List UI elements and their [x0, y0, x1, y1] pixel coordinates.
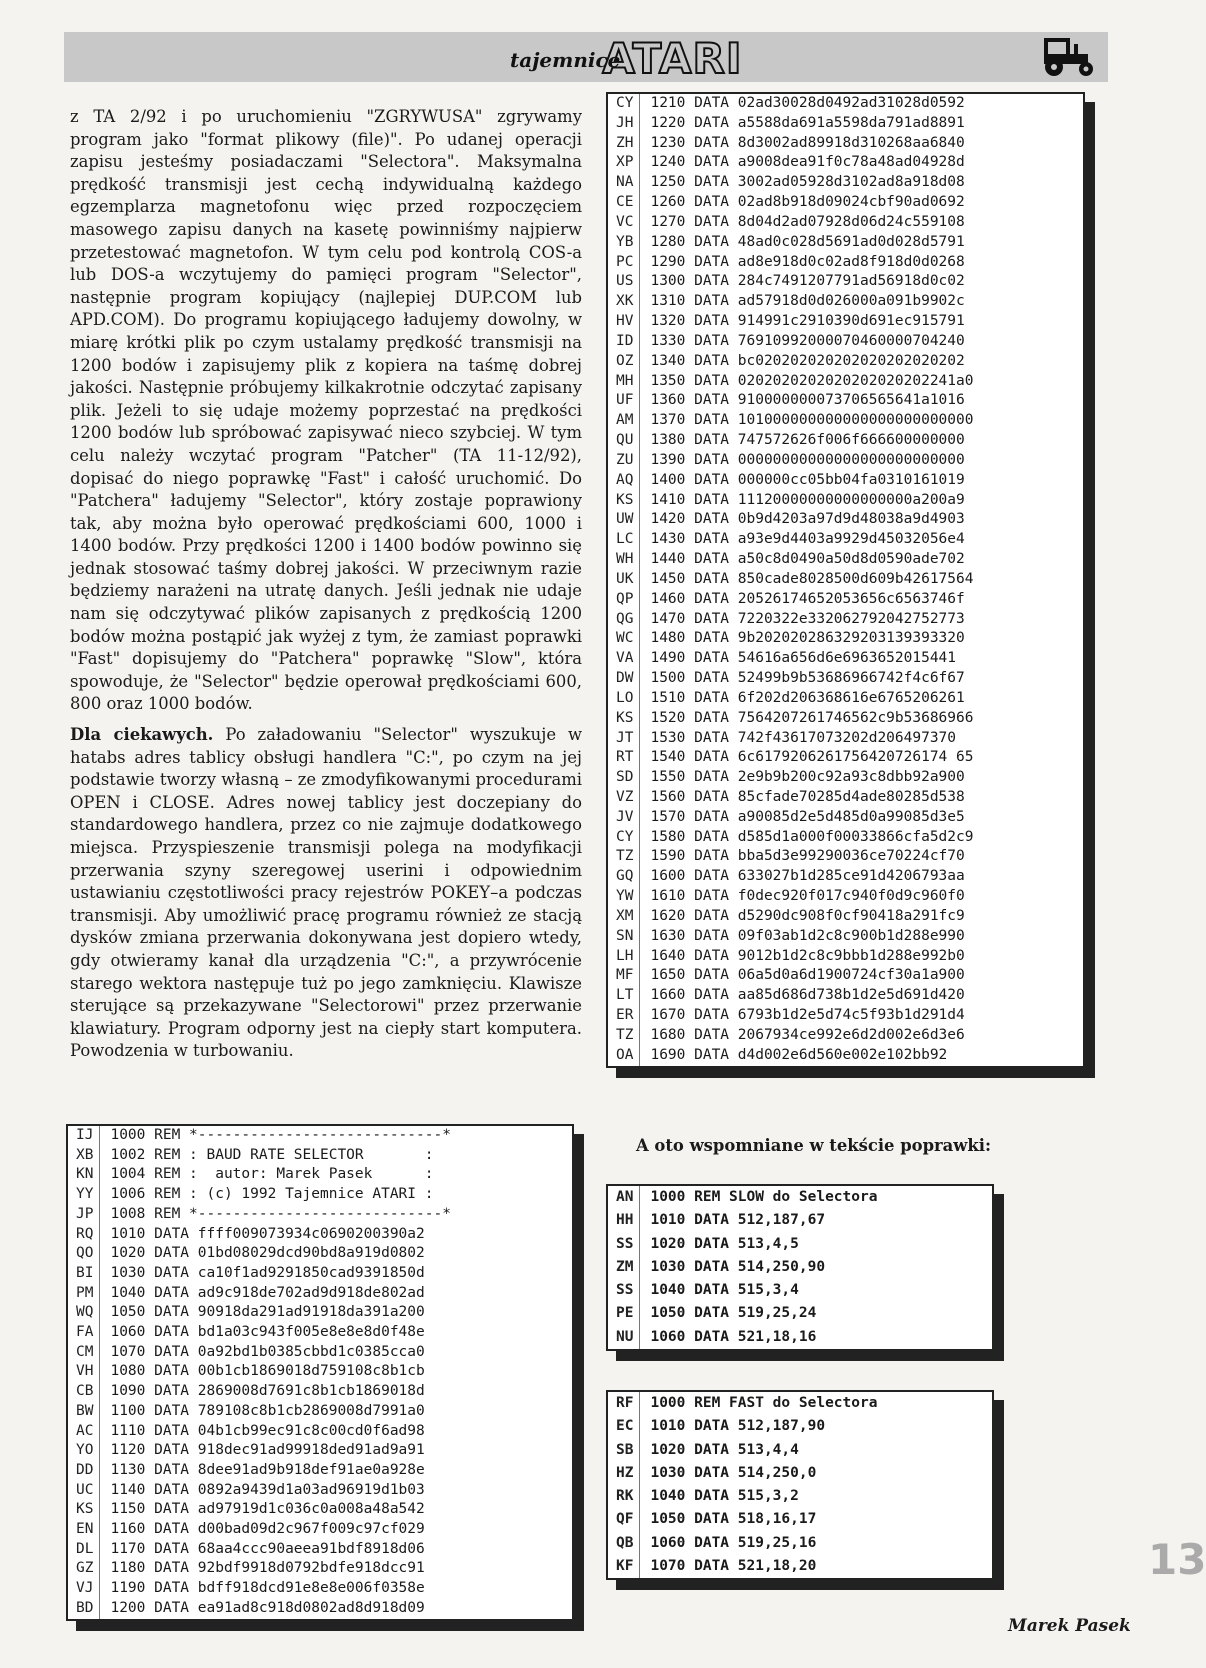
listing-line: [68, 1422, 459, 1442]
checksum-code: GZ: [68, 1559, 100, 1579]
checksum-code: CM: [68, 1343, 100, 1363]
checksum-code: YB: [608, 233, 640, 253]
checksum-code: EN: [68, 1520, 100, 1540]
code-line: 1420 DATA 0b9d4203a97d9d48038a9d4903: [650, 511, 965, 528]
checksum-code: JT: [608, 729, 640, 749]
listing-line: [608, 1233, 885, 1256]
checksum-code: WQ: [68, 1303, 100, 1323]
code-line: 1370 DATA 101000000000000000000000000: [650, 412, 974, 429]
code-line: 1050 DATA 90918da291ad91918da391a200: [110, 1304, 425, 1321]
code-line: 1200 DATA ea91ad8c918d0802ad8d918d09: [110, 1599, 425, 1616]
code-line: 1260 DATA 02ad8b918d09024cbf90ad0692: [650, 194, 965, 211]
code-line: 1510 DATA 6f202d206368616e6765206261: [650, 689, 965, 706]
checksum-code: RT: [608, 748, 640, 768]
code-line: 1430 DATA a93e9d4403a9929d45032056e4: [650, 531, 965, 548]
listing-line: [608, 1186, 885, 1209]
checksum-code: BI: [68, 1264, 100, 1284]
paragraph-lead: Dla ciekawych.: [70, 725, 214, 745]
code-line: 1390 DATA 00000000000000000000000000: [650, 451, 965, 468]
listing-line: [608, 590, 981, 610]
code-line: 1300 DATA 284c7491207791ad56918d0c02: [650, 273, 965, 290]
code-line: 1040 DATA 515,3,4: [650, 1282, 799, 1299]
checksum-code: VA: [608, 649, 640, 669]
code-line: 1280 DATA 48ad0c028d5691ad0d028d5791: [650, 233, 965, 250]
checksum-code: CY: [608, 828, 640, 848]
code-line: 1270 DATA 8d04d2ad07928d06d24c559108: [650, 213, 965, 230]
code-line: 1630 DATA 09f03ab1d2c8c900b1d288e990: [650, 927, 965, 944]
checksum-code: AQ: [608, 471, 640, 491]
listing-line: [608, 431, 981, 451]
code-line: 1030 DATA 514,250,0: [650, 1464, 817, 1481]
checksum-code: VC: [608, 213, 640, 233]
checksum-code: QP: [608, 590, 640, 610]
listing-line: [608, 689, 981, 709]
listing-slow-patch: [606, 1184, 994, 1351]
checksum-code: DW: [608, 669, 640, 689]
code-line: 1210 DATA 02ad30028d0492ad31028d0592: [650, 95, 965, 111]
checksum-code: PE: [608, 1302, 640, 1325]
checksum-code: VH: [68, 1362, 100, 1382]
code-line: 1050 DATA 519,25,24: [650, 1305, 817, 1322]
checksum-code: ZU: [608, 451, 640, 471]
checksum-code: DL: [68, 1540, 100, 1560]
listing-line: [608, 1415, 885, 1438]
listing-line: [68, 1303, 459, 1323]
listing-line: [608, 1392, 885, 1415]
checksum-code: MF: [608, 966, 640, 986]
listing-line: [608, 570, 981, 590]
listing-line: [68, 1264, 459, 1284]
listing-line: [608, 510, 981, 530]
checksum-code: OA: [608, 1046, 640, 1066]
code-line: 1690 DATA d4d002e6d560e002e102bb92: [650, 1046, 948, 1063]
logo-small-text: tajemnice: [510, 48, 621, 72]
listing-line: [608, 372, 981, 392]
checksum-code: RF: [608, 1392, 640, 1415]
code-line: 1460 DATA 20526174652053656c6563746f: [650, 590, 965, 607]
checksum-code: UF: [608, 391, 640, 411]
checksum-code: SD: [608, 768, 640, 788]
listing-line: [608, 808, 981, 828]
checksum-code: ZM: [608, 1256, 640, 1279]
checksum-code: SB: [608, 1439, 640, 1462]
code-line: 1220 DATA a5588da691a5598da791ad8891: [650, 114, 965, 131]
listing-line: [608, 669, 981, 689]
listing-line: [608, 768, 981, 788]
code-line: 1040 DATA 515,3,2: [650, 1488, 799, 1505]
code-line: 1170 DATA 68aa4ccc90aeea91bdf8918d06: [110, 1540, 425, 1557]
listing-line: [608, 1532, 885, 1555]
listing-line: [608, 907, 981, 927]
listing-line: [608, 332, 981, 352]
listing-line: [608, 1555, 885, 1578]
listing-line: [608, 1326, 885, 1349]
code-line: 1150 DATA ad97919d1c036c0a008a48a542: [110, 1501, 425, 1518]
listing-line: [608, 867, 981, 887]
listing-line: [68, 1441, 459, 1461]
listing-line: [68, 1481, 459, 1501]
checksum-code: YO: [68, 1441, 100, 1461]
listing-line: [608, 1209, 885, 1232]
code-line: 1010 DATA 512,187,90: [650, 1418, 826, 1435]
listing-line: [68, 1362, 459, 1382]
checksum-code: KF: [608, 1555, 640, 1578]
listing-line: [608, 1279, 885, 1302]
code-line: 1570 DATA a90085d2e5d485d0a99085d3e5: [650, 808, 965, 825]
code-line: 1070 DATA 0a92bd1b0385cbbd1c0385cca0: [110, 1343, 425, 1360]
author-signature: Marek Pasek: [1008, 1616, 1131, 1636]
article-paragraph-1: z TA 2/92 i po uruchomieniu "ZGRYWUSA" zgrywamy program jako "format plikowy (file)". Po udanej operacji zapisu jesteśmy posiadaczami "Selectora". Maksymalna prędkość transmisji jest cechą indywidualną każdego egzemplarza magnetofonu więc przed rozpoczęciem masowego zapisu danych na kasetę powinniśmy najpierw przetestować magnetofon. W tym celu pod kontrolą COS-a lub DOS-a wczytujemy do pamięci program "Selector", następnie program kopiujący (najlepiej DUP.COM lub APD.COM). Do programu kopiującego ładujemy dowolny, w miarę krótki plik po czym ustalamy prędkość transmisji na 1200 bodów i zapisujemy plik z kopiera na taśmę dobrej jakości. Następnie próbujemy kilkakrotnie odczytać zapisany plik. Jeżeli to się udaje możemy poprzestać na prędkości 1200 bodów lub spróbować zapisywać nieco szybciej. W tym celu należy wczytać program "Patcher" (TA 11-12/92), dopisać do niego poprawkę "Fast" i całość uruchomić. Do "Patchera" ładujemy "Selector", który zostaje poprawiony tak, aby można było operować prędkościami 600, 1000 i 1400 bodów. Przy prędkości 1200 i 1400 bodów powinno się jednak stosować taśmy dobrej jakości. W przeciwnym razie będziemy narażeni na utratę danych. Jeśli jednak nie udaje nam się odczytywać plików zapisanych z prędkością 1200 bodów można postąpić jak wyżej z tym, że zamiast poprawki "Fast" dopisujemy do "Patchera" poprawkę "Slow", która spowoduje, że "Selector" będzie operował prędkościami 600, 800 oraz 1000 bodów.: [70, 107, 582, 714]
listing-line: [608, 828, 981, 848]
code-line: 1004 REM : autor: Marek Pasek :: [110, 1166, 434, 1183]
checksum-code: HH: [608, 1209, 640, 1232]
listing-line: [608, 1006, 981, 1026]
listing-line: [68, 1343, 459, 1363]
page-number: 13: [1148, 1535, 1206, 1584]
code-line: 1060 DATA 521,18,16: [650, 1328, 817, 1345]
checksum-code: YY: [68, 1185, 100, 1205]
listing-line: [608, 233, 981, 253]
listing-line: [68, 1579, 459, 1599]
code-line: 1340 DATA bc020202020202020202020202: [650, 352, 965, 369]
listing-line: [608, 1508, 885, 1531]
code-line: 1020 DATA 513,4,5: [650, 1235, 799, 1252]
listing-line: [608, 986, 981, 1006]
listing-line: [608, 292, 981, 312]
checksum-code: QF: [608, 1508, 640, 1531]
checksum-code: LH: [608, 947, 640, 967]
code-line: 1140 DATA 0892a9439d1a03ad96919d1b03: [110, 1481, 425, 1498]
code-line: 1360 DATA 910000000073706565641a1016: [650, 392, 965, 409]
checksum-code: AC: [68, 1422, 100, 1442]
checksum-code: WC: [608, 629, 640, 649]
checksum-code: QU: [608, 431, 640, 451]
code-line: 1130 DATA 8dee91ad9b918def91ae0a928e: [110, 1461, 425, 1478]
checksum-code: UK: [608, 570, 640, 590]
checksum-code: ER: [608, 1006, 640, 1026]
code-line: 1100 DATA 789108c8b1cb2869008d7991a0: [110, 1402, 425, 1419]
code-line: 1520 DATA 7564207261746562c9b53686966: [650, 709, 974, 726]
checksum-code: JP: [68, 1205, 100, 1225]
code-line: 1540 DATA 6c6179206261756420726174 65: [650, 749, 974, 766]
checksum-code: QO: [68, 1244, 100, 1264]
code-line: 1060 DATA 519,25,16: [650, 1534, 817, 1551]
checksum-code: KS: [608, 491, 640, 511]
code-line: 1490 DATA 54616a656d6e6963652015441: [650, 650, 957, 667]
listing-line: [608, 947, 981, 967]
code-line: 1500 DATA 52499b9b53686966742f4c6f67: [650, 670, 965, 687]
listing-line: [68, 1500, 459, 1520]
listing-line: [608, 610, 981, 630]
listing-line: [608, 1439, 885, 1462]
listing-line: [68, 1205, 459, 1225]
listing-line: [68, 1126, 459, 1146]
listing-line: [608, 1256, 885, 1279]
code-line: 1350 DATA 0202020202020202020202241a0: [650, 372, 974, 389]
listing-line: [68, 1165, 459, 1185]
checksum-code: PC: [608, 253, 640, 273]
code-line: 1470 DATA 7220322e332062792042752773: [650, 610, 965, 627]
code-line: 1110 DATA 04b1cb99ec91c8c00cd0f6ad98: [110, 1422, 425, 1439]
checksum-code: MH: [608, 372, 640, 392]
code-line: 1610 DATA f0dec920f017c940f0d9c960f0: [650, 888, 965, 905]
listing-line: [608, 173, 981, 193]
code-line: 1530 DATA 742f43617073202d206497370: [650, 729, 957, 746]
code-line: 1020 DATA 513,4,4: [650, 1441, 799, 1458]
logo-big-text: ATARI: [602, 34, 743, 83]
checksum-code: XB: [68, 1146, 100, 1166]
code-line: 1020 DATA 01bd08029dcd90bd8a919d0802: [110, 1245, 425, 1262]
checksum-code: PM: [68, 1284, 100, 1304]
tractor-icon: [1040, 36, 1102, 78]
checksum-code: UW: [608, 510, 640, 530]
listing-line: [608, 530, 981, 550]
listing-line: [608, 134, 981, 154]
code-line: 1010 DATA ffff009073934c0690200390a2: [110, 1225, 425, 1242]
listing-line: [608, 1302, 885, 1325]
listing-line: [608, 1485, 885, 1508]
listing-line: [608, 550, 981, 570]
checksum-code: NU: [608, 1326, 640, 1349]
listing-line: [68, 1225, 459, 1245]
checksum-code: RK: [608, 1485, 640, 1508]
code-line: 1180 DATA 92bdf9918d0792bdfe918dcc91: [110, 1560, 425, 1577]
listing-line: [608, 213, 981, 233]
patches-caption: A oto wspomniane w tekście poprawki:: [636, 1136, 992, 1155]
code-line: 1650 DATA 06a5d0a6d1900724cf30a1a900: [650, 967, 965, 984]
listing-line: [608, 927, 981, 947]
code-line: 1000 REM SLOW do Selectora: [650, 1189, 878, 1205]
checksum-code: LO: [608, 689, 640, 709]
checksum-code: JV: [608, 808, 640, 828]
checksum-code: YW: [608, 887, 640, 907]
code-line: 1550 DATA 2e9b9b200c92a93c8dbb92a900: [650, 769, 965, 786]
code-line: 1060 DATA bd1a03c943f005e8e8e8d0f48e: [110, 1324, 425, 1341]
checksum-code: SS: [608, 1233, 640, 1256]
code-line: 1640 DATA 9012b1d2c8c9bbb1d288e992b0: [650, 947, 965, 964]
code-line: 1680 DATA 2067934ce992e6d2d002e6d3e6: [650, 1026, 965, 1043]
code-line: 1240 DATA a9008dea91f0c78a48ad04928d: [650, 154, 965, 171]
code-line: 1002 REM : BAUD RATE SELECTOR :: [110, 1146, 434, 1163]
checksum-code: DD: [68, 1461, 100, 1481]
checksum-code: NA: [608, 173, 640, 193]
listing-line: [68, 1382, 459, 1402]
listing-line: [608, 1026, 981, 1046]
checksum-code: VZ: [608, 788, 640, 808]
checksum-code: GQ: [608, 867, 640, 887]
listing-line: [608, 272, 981, 292]
code-line: 1008 REM *----------------------------*: [110, 1205, 451, 1222]
listing-line: [68, 1520, 459, 1540]
listing-left: [66, 1124, 574, 1621]
listing-line: [608, 847, 981, 867]
code-line: 1030 DATA ca10f1ad9291850cad9391850d: [110, 1264, 425, 1281]
listing-line: [608, 887, 981, 907]
checksum-code: BD: [68, 1599, 100, 1619]
listing-line: [608, 788, 981, 808]
checksum-code: TZ: [608, 1026, 640, 1046]
code-line: 1230 DATA 8d3002ad89918d310268aa6840: [650, 134, 965, 151]
listing-line: [608, 451, 981, 471]
listing-line: [608, 94, 981, 114]
listing-line: [68, 1146, 459, 1166]
checksum-code: OZ: [608, 352, 640, 372]
listing-line: [608, 114, 981, 134]
listing-line: [608, 629, 981, 649]
checksum-code: KS: [68, 1500, 100, 1520]
listing-line: [68, 1599, 459, 1619]
code-line: 1080 DATA 00b1cb1869018d759108c8b1cb: [110, 1363, 425, 1380]
code-line: 1190 DATA bdff918dcd91e8e8e006f0358e: [110, 1580, 425, 1597]
listing-line: [68, 1559, 459, 1579]
code-line: 1320 DATA 914991c2910390d691ec915791: [650, 313, 965, 330]
checksum-code: US: [608, 272, 640, 292]
paragraph-body: Po załadowaniu "Selector" wyszukuje w hatabs adres tablicy obsługi handlera "C:", po czym na jej podstawie tworzy własną – ze zmodyfikowanymi procedurami OPEN i CLOSE. Adres nowej tablicy jest doczepiany do standardowego handlera, przez co nie zajmuje dodatkowego miejsca. Przyspieszenie transmisji polega na modyfikacji przerwania szyny szeregowej userini i odpowiednim ustawianiu częstotliwości pracy rejestrów POKEY–a podczas transmisji. Aby umożliwić pracę programu również ze stacją dysków zmiana przerwania dokonywana jest dopiero wtedy, gdy otwieramy kanał dla urządzenia "C:", a przywrócenie starego wektora następuje tuż po jego zamknięciu. Klawisze sterujące są przekazywane "Selectorowi" przez przerwanie klawiatury. Program odporny jest na ciepły start komputera. Powodzenia w turbowaniu.: [70, 725, 583, 1061]
checksum-code: VJ: [68, 1579, 100, 1599]
checksum-code: CB: [68, 1382, 100, 1402]
article-text: [70, 106, 582, 1071]
checksum-code: EC: [608, 1415, 640, 1438]
listing-fast-patch: [606, 1390, 994, 1580]
code-line: 1580 DATA d585d1a000f00033866cfa5d2c9: [650, 828, 974, 845]
checksum-code: CE: [608, 193, 640, 213]
checksum-code: HV: [608, 312, 640, 332]
listing-line: [608, 748, 981, 768]
listing-line: [608, 411, 981, 431]
code-line: 1660 DATA aa85d686d738b1d2e5d691d420: [650, 987, 965, 1004]
checksum-code: XM: [608, 907, 640, 927]
checksum-code: WH: [608, 550, 640, 570]
listing-line: [608, 491, 981, 511]
checksum-code: JH: [608, 114, 640, 134]
checksum-code: UC: [68, 1481, 100, 1501]
code-line: 1310 DATA ad57918d0d026000a091b9902c: [650, 293, 965, 310]
checksum-code: XK: [608, 292, 640, 312]
code-line: 1250 DATA 3002ad05928d3102ad8a918d08: [650, 174, 965, 191]
checksum-code: LT: [608, 986, 640, 1006]
checksum-code: ZH: [608, 134, 640, 154]
checksum-code: TZ: [608, 847, 640, 867]
checksum-code: AM: [608, 411, 640, 431]
code-line: 1090 DATA 2869008d7691c8b1cb1869018d: [110, 1383, 425, 1400]
magazine-logo: [510, 34, 743, 83]
listing-line: [608, 193, 981, 213]
code-line: 1480 DATA 9b202020286329203139393320: [650, 630, 965, 647]
listing-right: [606, 92, 1085, 1068]
code-line: 1450 DATA 850cade8028500d609b42617564: [650, 570, 974, 587]
listing-line: [68, 1185, 459, 1205]
listing-line: [608, 253, 981, 273]
code-line: 1290 DATA ad8e918d0c02ad8f918d0d0268: [650, 253, 965, 270]
code-line: 1600 DATA 633027b1d285ce91d4206793aa: [650, 868, 965, 885]
listing-line: [608, 1462, 885, 1485]
listing-line: [608, 312, 981, 332]
checksum-code: KN: [68, 1165, 100, 1185]
checksum-code: IJ: [68, 1126, 100, 1146]
code-line: 1590 DATA bba5d3e99290036ce70224cf70: [650, 848, 965, 865]
checksum-code: SS: [608, 1279, 640, 1302]
code-line: 1000 REM FAST do Selectora: [650, 1395, 878, 1411]
code-line: 1040 DATA ad9c918de702ad9d918de802ad: [110, 1284, 425, 1301]
code-line: 1010 DATA 512,187,67: [650, 1212, 826, 1229]
checksum-code: HZ: [608, 1462, 640, 1485]
code-line: 1050 DATA 518,16,17: [650, 1511, 817, 1528]
listing-line: [608, 649, 981, 669]
checksum-code: LC: [608, 530, 640, 550]
listing-line: [68, 1540, 459, 1560]
listing-line: [608, 1046, 981, 1066]
listing-line: [68, 1284, 459, 1304]
code-line: 1410 DATA 11120000000000000000a200a9: [650, 491, 965, 508]
code-line: 1380 DATA 747572626f006f666600000000: [650, 432, 965, 449]
checksum-code: QG: [608, 610, 640, 630]
checksum-code: KS: [608, 709, 640, 729]
listing-line: [608, 391, 981, 411]
checksum-code: BW: [68, 1402, 100, 1422]
code-line: 1670 DATA 6793b1d2e5d74c5f93b1d291d4: [650, 1007, 965, 1024]
code-line: 1070 DATA 521,18,20: [650, 1558, 817, 1575]
code-line: 1160 DATA d00bad09d2c967f009c97cf029: [110, 1521, 425, 1538]
code-line: 1560 DATA 85cfade70285d4ade80285d538: [650, 788, 965, 805]
code-line: 1030 DATA 514,250,90: [650, 1258, 826, 1275]
checksum-code: ID: [608, 332, 640, 352]
checksum-code: QB: [608, 1532, 640, 1555]
listing-line: [608, 153, 981, 173]
code-line: 1120 DATA 918dec91ad99918ded91ad9a91: [110, 1442, 425, 1459]
listing-line: [608, 471, 981, 491]
checksum-code: SN: [608, 927, 640, 947]
listing-line: [68, 1402, 459, 1422]
checksum-code: AN: [608, 1186, 640, 1209]
code-line: 1440 DATA a50c8d0490a50d8d0590ade702: [650, 551, 965, 568]
checksum-code: FA: [68, 1323, 100, 1343]
article-paragraph-2: [70, 724, 582, 1063]
code-line: 1400 DATA 000000cc05bb04fa0310161019: [650, 471, 965, 488]
listing-line: [608, 966, 981, 986]
listing-line: [608, 729, 981, 749]
listing-line: [68, 1461, 459, 1481]
listing-line: [68, 1244, 459, 1264]
code-line: 1330 DATA 76910992000070460000704240: [650, 332, 965, 349]
code-line: 1620 DATA d5290dc908f0cf90418a291fc9: [650, 907, 965, 924]
listing-line: [68, 1323, 459, 1343]
listing-line: [608, 352, 981, 372]
code-line: 1006 REM : (c) 1992 Tajemnice ATARI :: [110, 1186, 434, 1203]
code-line: 1000 REM *----------------------------*: [110, 1127, 451, 1143]
checksum-code: CY: [608, 94, 640, 114]
checksum-code: RQ: [68, 1225, 100, 1245]
checksum-code: XP: [608, 153, 640, 173]
listing-line: [608, 709, 981, 729]
